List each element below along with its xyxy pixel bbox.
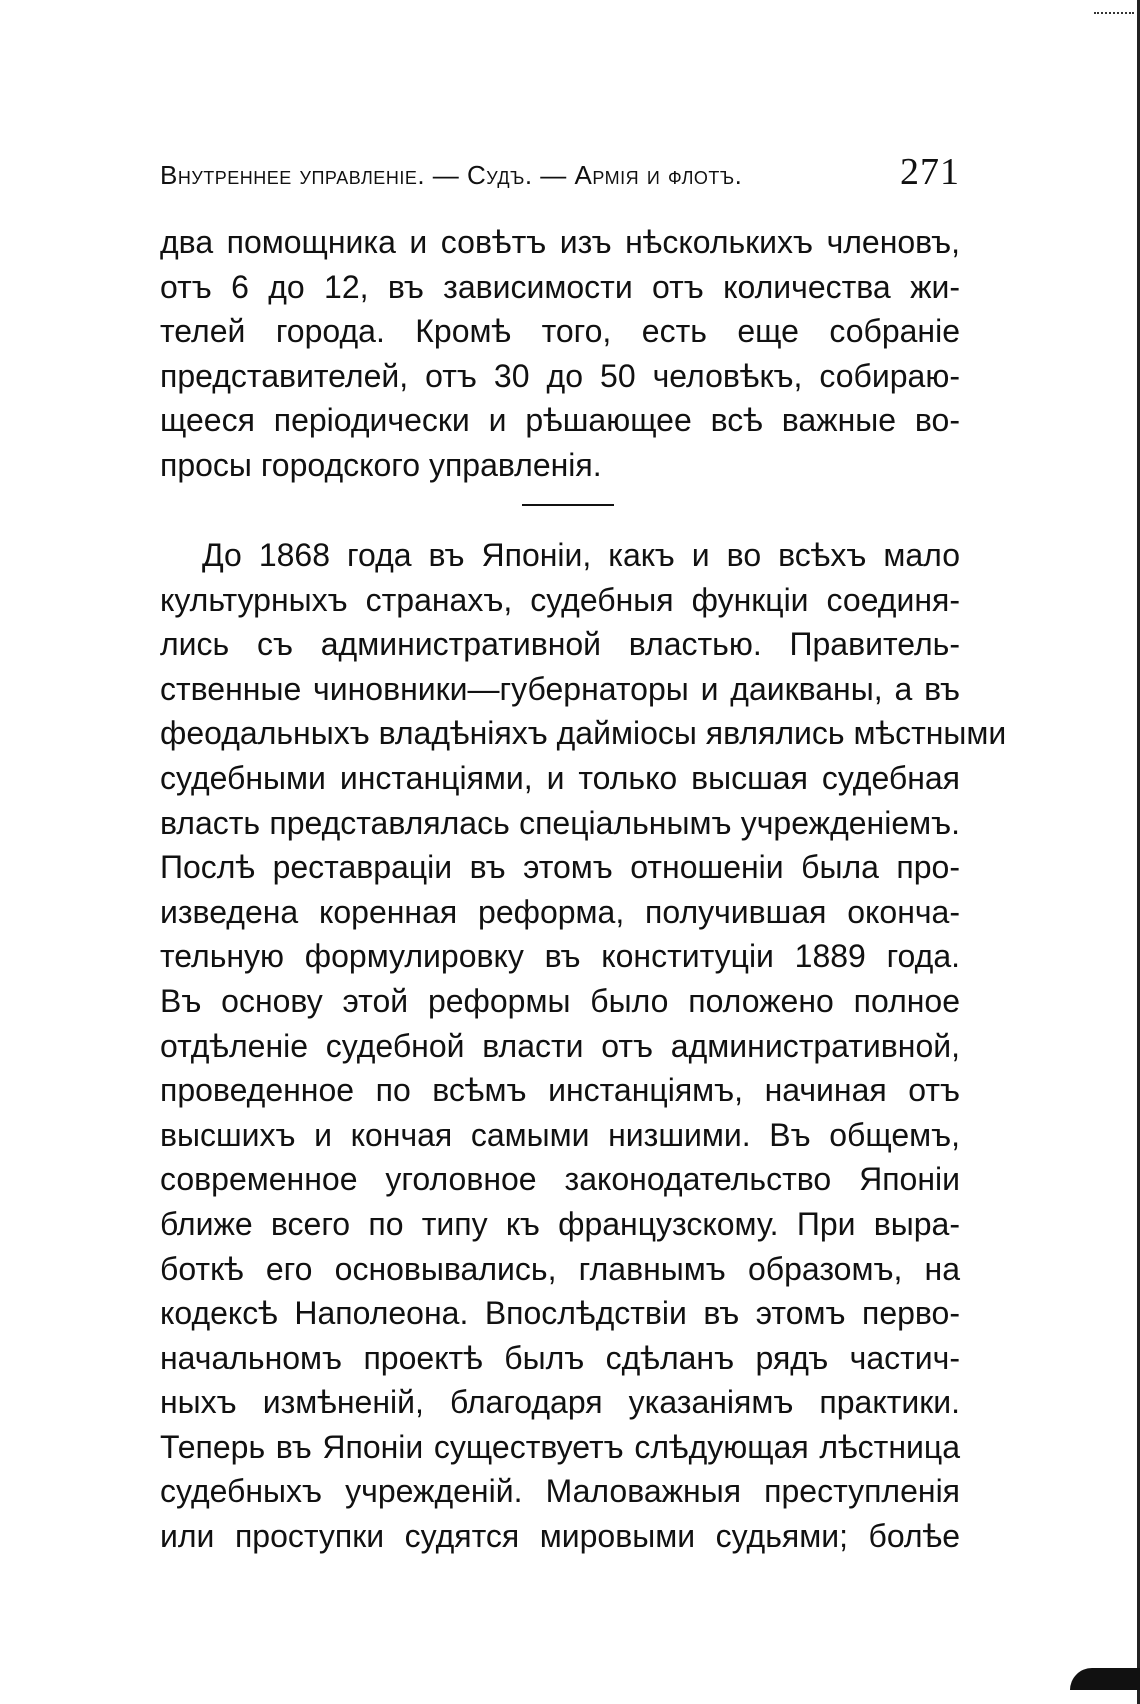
text-line: ственные чиновники—губернаторы и даикваны, а въ bbox=[160, 670, 960, 707]
text-line: высшихъ и кончая самыми низшими. Въ общемъ, bbox=[160, 1116, 960, 1153]
text-line: начальномъ проектѣ былъ сдѣланъ рядъ частич- bbox=[160, 1339, 960, 1376]
text-line: отъ 6 до 12, въ зависимости отъ количества жи- bbox=[160, 268, 960, 305]
text-line: кодексѣ Наполеона. Впослѣдствіи въ этомъ перво- bbox=[160, 1295, 960, 1332]
text-line: власть представлялась спеціальнымъ учрежденіемъ. bbox=[160, 804, 960, 841]
text-line: До 1868 года въ Японіи, какъ и во всѣхъ мало bbox=[202, 537, 960, 573]
text-line: или проступки судятся мировыми судьями; болѣе bbox=[160, 1518, 960, 1555]
page-number: 271 bbox=[900, 151, 960, 193]
running-head: Внутреннее управленіе. — Судъ. — Армія и флотъ. bbox=[160, 160, 743, 190]
scan-ink-smudge bbox=[1070, 1668, 1140, 1690]
text-line: щееся періодически и рѣшающее всѣ важные во- bbox=[160, 402, 960, 439]
text-line: феодальныхъ владѣніяхъ даймiосы являлись мѣстными bbox=[160, 715, 1007, 752]
corner-ink-mark bbox=[1094, 0, 1134, 14]
section-divider bbox=[522, 504, 614, 506]
text-line: отдѣленіе судебной власти отъ административной, bbox=[160, 1027, 960, 1064]
text-line: ближе всего по типу къ французскому. При выра- bbox=[160, 1205, 960, 1242]
text-line: проведенное по всѣмъ инстанціямъ, начиная отъ bbox=[160, 1072, 960, 1109]
text-line: Теперь въ Японіи существуетъ слѣдующая лѣстница bbox=[160, 1428, 960, 1465]
text-line: Въ основу этой реформы было положено полное bbox=[160, 982, 960, 1019]
text-line: культурныхъ странахъ, судебныя функціи соединя- bbox=[160, 581, 960, 618]
text-line: судебныхъ учрежденій. Маловажныя преступленія bbox=[160, 1473, 960, 1510]
text-line: тельную формулировку въ конституціи 1889 года. bbox=[160, 938, 960, 975]
text-line: просы городского управленія. bbox=[160, 446, 602, 483]
text-line: представителей, отъ 30 до 50 человѣкъ, собираю- bbox=[160, 357, 960, 394]
text-line: изведена коренная реформа, получившая оконча- bbox=[160, 893, 960, 930]
text-line: лись съ административной властью. Правитель- bbox=[160, 626, 960, 663]
paragraph-2 bbox=[160, 533, 1007, 1559]
page-header bbox=[160, 150, 960, 200]
text-line: ныхъ измѣненій, благодаря указаніямъ практики. bbox=[160, 1384, 960, 1421]
paragraph-1 bbox=[160, 220, 960, 488]
text-line: боткѣ его основывались, главнымъ образомъ, на bbox=[160, 1250, 960, 1287]
text-line: современное уголовное законодательство Японіи bbox=[160, 1161, 960, 1198]
text-line: два помощника и совѣтъ изъ нѣсколькихъ членовъ, bbox=[160, 224, 960, 260]
text-line: Послѣ реставраціи въ этомъ отношеніи была про- bbox=[160, 849, 960, 886]
text-line: телей города. Кромѣ того, есть еще собраніе bbox=[160, 313, 960, 350]
text-line: судебными инстанціями, и только высшая судебная bbox=[160, 759, 960, 796]
